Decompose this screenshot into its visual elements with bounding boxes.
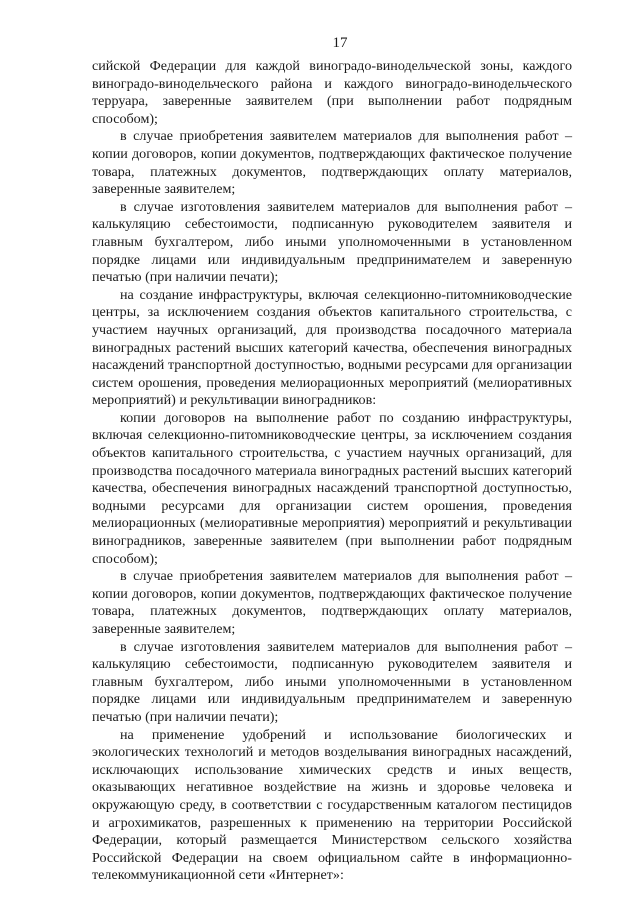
paragraph-7: в случае изготовления заявителем материалов для выполнения работ – калькуляцию себестоимости, подписанную руководителем заявителя и главным бухгалтером, либо иными уполномоченными в установленном порядке лицами или индивидуальным предпринимателем и заверенную печатью (при наличии печати);: [92, 638, 572, 725]
paragraph-1: сийской Федерации для каждой виноградо-винодельческой зоны, каждого виноградо-винодельческого района и каждого виноградо-винодельческого терруара, заверенные заявителем (при выполнении работ подрядным способом);: [92, 58, 572, 127]
paragraph-5: копии договоров на выполнение работ по созданию инфраструктуры, включая селекционно-питомниководческие центры, за исключением создания объектов капитального строительства, с участием научных организаций, для производства посадочного материала виноградных растений высших категорий качества, обеспечения виноградных насаждений транспортной доступностью, водными ресурсами для организации систем орошения, проведения мелиорационных (мелиоративные мероприятия) мероприятий и рекультивации виноградников, заверенные заявителем (при выполнении работ подрядным способом);: [92, 409, 572, 567]
paragraph-8: на применение удобрений и использование биологических и экологических технологий и методов возделывания виноградных насаждений, исключающих использование химических средств и иных веществ, оказывающих негативное воздействие на жизнь и здоровье человека и окружающую среду, в соответствии с государственным каталогом пестицидов и агрохимикатов, разрешенных к применению на территории Российской Федерации, который размещается Министерством сельского хозяйства Российской Федерации на своем официальном сайте в информационно-телекоммуникационной сети «Интернет»:: [92, 726, 572, 884]
paragraph-3: в случае изготовления заявителем материалов для выполнения работ – калькуляцию себестоимости, подписанную руководителем заявителя и главным бухгалтером, либо иными уполномоченными в установленном порядке лицами или индивидуальным предпринимателем и заверенную печатью (при наличии печати);: [92, 198, 572, 286]
paragraph-6: в случае приобретения заявителем материалов для выполнения работ – копии договоров, копии документов, подтверждающих фактическое получение товара, платежных документов, подтверждающих оплату материалов, заверенные заявителем;: [92, 568, 572, 637]
paragraph-2: в случае приобретения заявителем материалов для выполнения работ – копии договоров, копии документов, подтверждающих фактическое получение товара, платежных документов, подтверждающих оплату материалов, заверенные заявителем;: [92, 128, 572, 198]
page-number: 17: [332, 35, 348, 51]
paragraph-4: на создание инфраструктуры, включая селекционно-питомниководческие центры, за исключением создания объектов капитального строительства, с участием научных организаций, для производства посадочного материала виноградных растений высших категорий качества, обеспечения виноградных насаждений транспортной доступностью, водными ресурсами для организации систем орошения, проведения мелиорационных мероприятий (мелиоративных мероприятий) и рекультивации виноградников:: [92, 286, 572, 409]
